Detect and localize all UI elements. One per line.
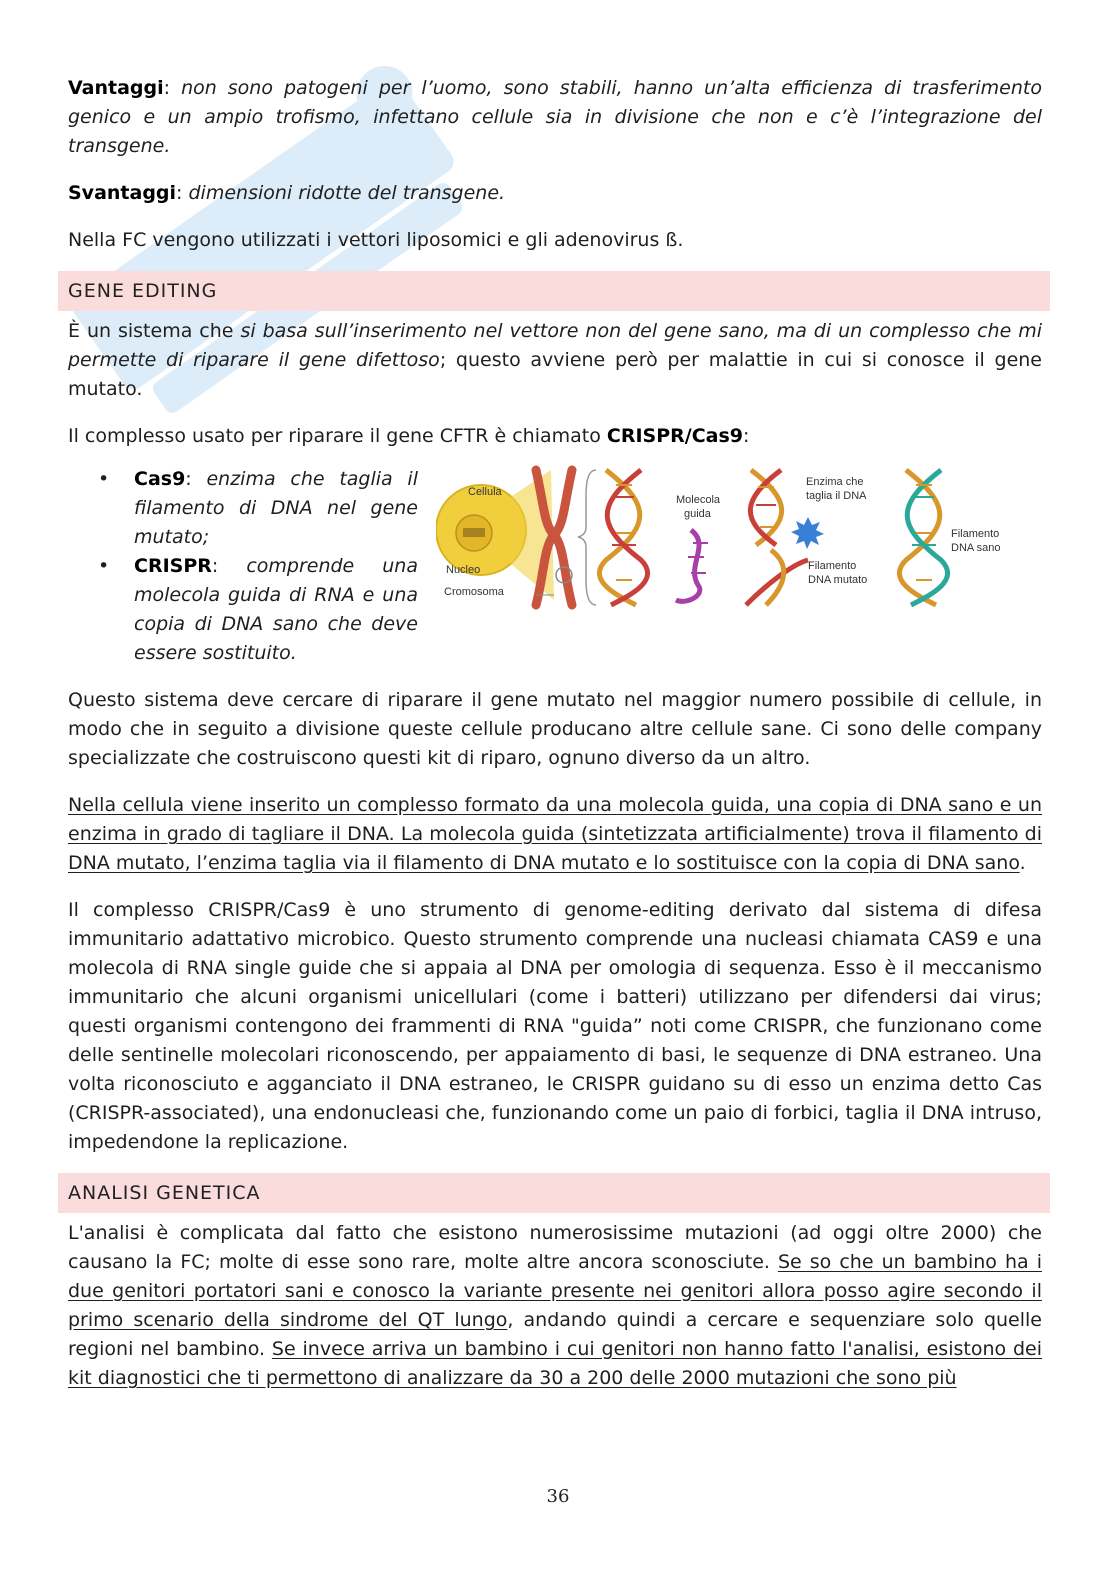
paragraph-crispr-description: Il complesso CRISPR/Cas9 è uno strumento di genome-editing derivato dal sistema di difesa immunitario adattativo microbico. Questo strumento comprende una nucleasi chiamata CAS9 e una molecola di RNA single guide che si appaia al DNA per omologia di sequenza. Esso è il meccanismo immunitario che alcuni organismi unicellulari (come i batteri) utilizzano per difendersi dai virus; questi organismi contengono dei frammenti di RNA "guida” noti come CRISPR, che funzionano come delle sentinelle molecolari riconoscendo, per appaiamento di basi, le sequenze di DNA estraneo. Una volta riconosciuto e agganciato il DNA estraneo, le CRISPR guidano su di esso un enzima detto Cas (CRISPR-associated), una endonucleasi che, funzionando come un paio di forbici, taglia il DNA intruso, impedendone la replicazione. [68, 899, 1042, 1153]
label-filamento-sano-2: DNA sano [951, 542, 1001, 554]
paragraph-crispr-complex: Il complesso usato per riparare il gene CFTR è chiamato CRISPR/Cas9: [68, 425, 750, 447]
label-cromosoma: Cromosoma [444, 586, 504, 598]
paragraph-vantaggi: Vantaggi: non sono patogeni per l’uomo, sono stabili, hanno un’alta efficienza di trasferimento genico e un ampio trofismo, infettano cellule sia in divisione che non e c’è l’integrazione del transgene. [68, 77, 1042, 157]
paragraph-analisi: L'analisi è complicata dal fatto che esistono numerosissime mutazioni (ad oggi oltre 2000) che causano la FC; molte di esse sono rare, molte altre ancora sconosciute. Se so che un bambino ha i due genitori portatori sani e conosco la variante presente nei genitori allora posso agire secondo il primo scenario della sindrome del QT lungo, andando quindi a cercare e sequenziare solo quelle regioni nel bambino. Se invece arriva un bambino i cui genitori non hanno fatto l'analisi, esistono dei kit diagnostici che ti permettono di analizzare da 30 a 200 delle 2000 mutazioni che sono più [68, 1222, 1043, 1389]
label-enzima-1: Enzima che [806, 476, 864, 488]
label-molecola-guida-2: guida [684, 508, 711, 520]
label-filamento-mutato-2: DNA mutato [808, 574, 868, 586]
cas9-enzyme-icon [791, 517, 824, 549]
bullet-cas9: • Cas9: enzima che taglia il filamento di DNA nel gene mutato; [98, 468, 418, 548]
crispr-diagram [436, 465, 1036, 615]
crispr-bullet-list [68, 465, 418, 668]
label-nucleo: Nucleo [446, 564, 481, 576]
label-filamento-sano-1: Filamento [951, 528, 1000, 540]
paragraph-sistema: Questo sistema deve cercare di riparare il gene mutato nel maggior numero possibile di cellule, in modo che in seguito a divisione queste cellule producano altre cellule sane. Ci sono delle company specializzate che costruiscono questi kit di riparo, ognuno diverso da un altro. [68, 689, 1042, 769]
dna-helix-1 [599, 470, 647, 605]
section-heading-analisi-genetica: ANALISI GENETICA [58, 1173, 1050, 1213]
paragraph-svantaggi: Svantaggi: dimensioni ridotte del transgene. [68, 182, 506, 204]
label-cellula: Cellula [468, 486, 502, 498]
paragraph-fc-vettori: Nella FC vengono utilizzati i vettori liposomici e gli adenovirus ß. [68, 229, 684, 251]
guide-rna-illustration [676, 530, 700, 601]
section-heading-gene-editing: GENE EDITING [58, 271, 1050, 311]
label-molecola-guida-1: Molecola [676, 494, 721, 506]
dna-helix-healthy [899, 470, 947, 605]
document-page [68, 74, 1042, 1393]
paragraph-complesso-underlined: Nella cellula viene inserito un complesso formato da una molecola guida, una copia di DNA sano e un enzima in grado di tagliare il DNA. La molecola guida (sintetizzata artificialmente) trova il filamento di DNA mutato, l’enzima taglia via il filamento di DNA mutato e lo sostituisce con la copia di DNA sano. [68, 794, 1042, 874]
page-number: 36 [546, 1486, 570, 1507]
label-filamento-mutato-1: Filamento [808, 560, 857, 572]
crispr-section [68, 465, 1042, 668]
bullet-crispr: • CRISPR: comprende una molecola guida di RNA e una copia di DNA sano che deve essere sostituito. [98, 555, 418, 664]
paragraph-gene-editing-intro: È un sistema che si basa sull’inserimento nel vettore non del gene sano, ma di un complesso che mi permette di riparare il gene difettoso; questo avviene però per malattie in cui si conosce il gene mutato. [68, 320, 1042, 400]
label-enzima-2: taglia il DNA [806, 490, 867, 502]
